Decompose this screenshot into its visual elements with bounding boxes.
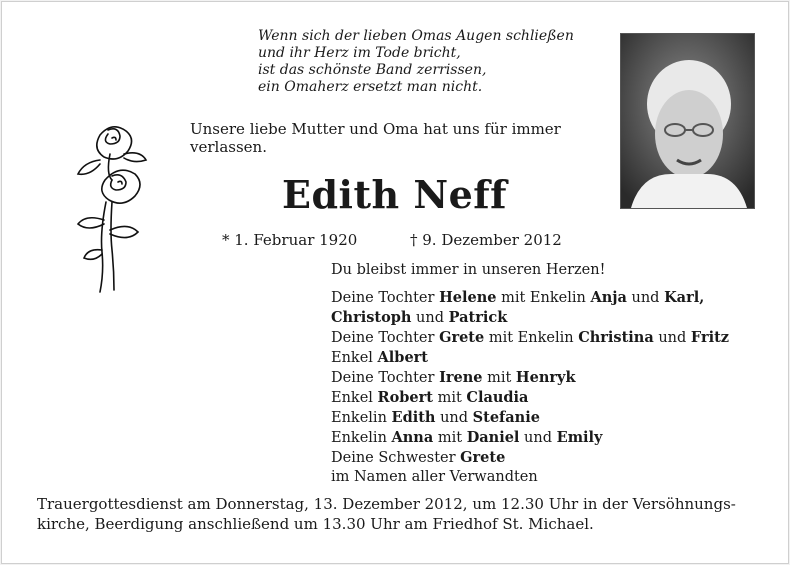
poem-line: Wenn sich der lieben Omas Augen schließen	[258, 28, 574, 44]
poem-line: ein Omaherz ersetzt man nicht.	[258, 79, 483, 95]
mourner-text: mit Enkelin	[484, 330, 579, 346]
mourner-line	[331, 468, 771, 487]
mourner-name: Helene	[439, 289, 497, 306]
closing-line: Du bleibst immer in unseren Herzen!	[331, 262, 606, 278]
mourner-line	[331, 328, 771, 348]
intro-line: verlassen.	[190, 138, 267, 156]
mourner-name: Fritz	[690, 329, 730, 346]
mourner-name: Edith	[391, 409, 436, 426]
mourner-text: und	[626, 290, 665, 306]
mourner-line	[331, 348, 771, 368]
mourner-name: Claudia	[466, 389, 529, 406]
mourner-name: Grete	[439, 329, 485, 346]
mourner-name: Anja	[590, 289, 627, 306]
mourner-text: mit	[433, 430, 467, 446]
mourner-text: Enkel	[331, 350, 378, 366]
mourner-name: Albert	[377, 349, 429, 366]
mourner-text: mit	[432, 390, 467, 406]
mourner-text: Deine Tochter	[331, 370, 440, 386]
mourner-name: Emily	[556, 429, 603, 446]
mourner-text: Enkel	[331, 390, 378, 406]
mourners-list	[331, 261, 771, 487]
mourner-name: Patrick	[448, 309, 508, 326]
mourner-text: Enkelin	[331, 430, 392, 446]
deceased-name: Edith Neff	[282, 172, 507, 217]
intro-text	[190, 120, 610, 156]
portrait-photo	[620, 33, 755, 209]
mourner-name: Henryk	[515, 369, 576, 386]
poem	[258, 28, 608, 96]
mourner-text: Deine Tochter	[331, 290, 440, 306]
mourner-line	[331, 368, 771, 388]
mourner-line	[331, 408, 771, 428]
mourner-name: Robert	[377, 389, 433, 406]
mourner-text: Enkelin	[331, 410, 392, 426]
poem-line: und ihr Herz im Tode bricht,	[258, 45, 461, 61]
mourner-name: Karl,	[664, 289, 705, 306]
mourner-text: und	[435, 410, 473, 426]
mourner-name: Grete	[460, 449, 506, 466]
death-date: † 9. Dezember 2012	[410, 231, 562, 249]
mourner-line	[331, 308, 771, 328]
service-line: Trauergottesdienst am Donnerstag, 13. Dezember 2012, um 12.30 Uhr in der Versöhnungs-	[37, 495, 736, 513]
mourner-name: Christina	[578, 329, 654, 346]
service-line: kirche, Beerdigung anschließend um 13.30 Uhr am Friedhof St. Michael.	[37, 515, 594, 533]
mourner-text: mit Enkelin	[496, 290, 591, 306]
mourner-text: und	[411, 310, 449, 326]
rose-illustration	[60, 110, 160, 300]
mourner-name: Anna	[391, 429, 434, 446]
mourner-name: Stefanie	[472, 409, 540, 426]
mourner-name: Daniel	[466, 429, 520, 446]
mourner-name: Christoph	[331, 309, 412, 326]
mourner-text: und	[519, 430, 557, 446]
mourner-text: Deine Tochter	[331, 330, 440, 346]
intro-line: Unsere liebe Mutter und Oma hat uns für immer	[190, 120, 561, 138]
service-info	[37, 494, 767, 534]
mourner-line	[331, 428, 771, 448]
poem-line: ist das schönste Band zerrissen,	[258, 62, 487, 78]
mourner-text: Deine Schwester	[331, 450, 461, 466]
mourner-text: im Namen aller Verwandten	[331, 469, 538, 485]
mourner-text: mit	[482, 370, 516, 386]
mourner-line	[331, 388, 771, 408]
birth-date: * 1. Februar 1920	[222, 231, 358, 249]
mourner-line	[331, 288, 771, 308]
mourner-name: Irene	[439, 369, 483, 386]
mourner-text: und	[653, 330, 691, 346]
mourner-line	[331, 448, 771, 468]
